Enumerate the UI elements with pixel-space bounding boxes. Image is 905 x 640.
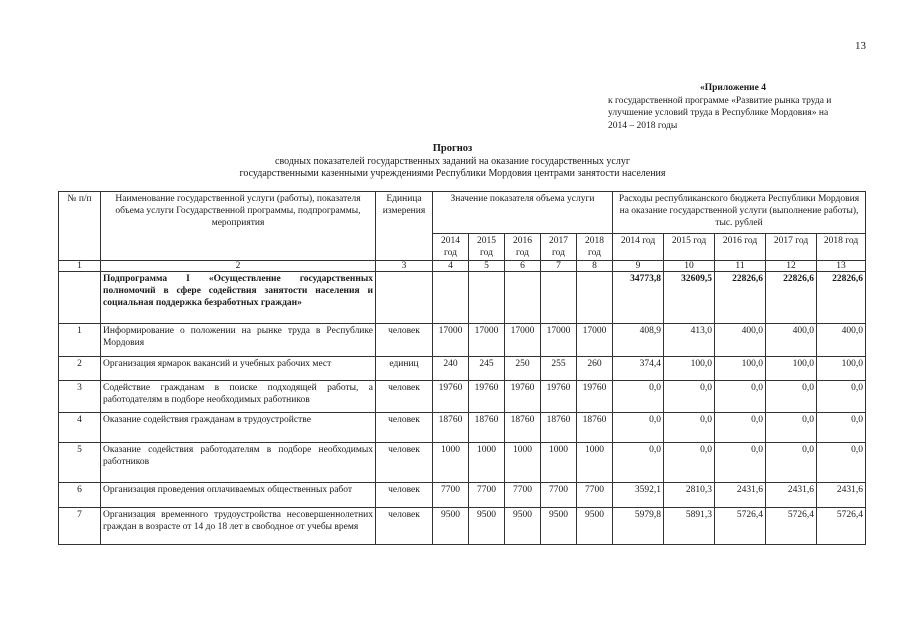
value-cell: 1000 (577, 443, 613, 483)
service-name: Оказание содействия работодателям в подборе необходимых работников (101, 443, 376, 483)
value-cell: 9500 (541, 508, 577, 545)
expense-cell: 0,0 (817, 413, 866, 443)
value-cell: 17000 (541, 324, 577, 357)
service-name: Организация временного трудоустройства несовершеннолетних граждан в возрасте от 14 до 18 лет в свободное от учебы время (101, 508, 376, 545)
column-number: 3 (376, 261, 433, 272)
column-number: 7 (541, 261, 577, 272)
expense-cell: 0,0 (664, 413, 715, 443)
expense-cell: 22826,6 (766, 272, 817, 324)
value-cell: 9500 (505, 508, 541, 545)
header-values: Значение показателя объема услуги (433, 192, 613, 234)
table-row (59, 443, 866, 483)
unit-cell: человек (376, 413, 433, 443)
table-row (59, 324, 866, 357)
unit-cell: единиц (376, 357, 433, 381)
expense-cell: 0,0 (613, 381, 664, 413)
value-cell: 18760 (433, 413, 469, 443)
unit-cell: человек (376, 483, 433, 508)
document-subtitle: государственными казенными учреждениями Республики Мордовия центрами занятости населения (239, 168, 666, 179)
value-cell: 19760 (541, 381, 577, 413)
value-cell: 1000 (469, 443, 505, 483)
expense-year: 2017 год (766, 234, 817, 261)
expense-cell: 0,0 (766, 413, 817, 443)
column-number: 4 (433, 261, 469, 272)
header-expenses: Расходы республиканского бюджета Республики Мордовия на оказание государственной услуги (выполнение работы), тыс. рублей (613, 192, 866, 234)
expense-cell: 400,0 (817, 324, 866, 357)
expense-cell: 5726,4 (766, 508, 817, 545)
expense-cell: 400,0 (715, 324, 766, 357)
value-cell: 7700 (469, 483, 505, 508)
value-cell: 17000 (577, 324, 613, 357)
expense-cell: 2431,6 (817, 483, 866, 508)
column-numbers-row (59, 261, 866, 272)
expense-cell: 5979,8 (613, 508, 664, 545)
table-row (59, 413, 866, 443)
value-cell: 7700 (433, 483, 469, 508)
expense-cell: 100,0 (817, 357, 866, 381)
service-name: Оказание содействия гражданам в трудоустройстве (101, 413, 376, 443)
row-number: 4 (59, 413, 101, 443)
service-name: Организация проведения оплачиваемых общественных работ (101, 483, 376, 508)
expense-cell: 0,0 (817, 443, 866, 483)
appendix-line: 2014 – 2018 годы (608, 120, 678, 131)
unit-cell: человек (376, 443, 433, 483)
column-number: 9 (613, 261, 664, 272)
value-cell: 9500 (433, 508, 469, 545)
row-number: 6 (59, 483, 101, 508)
appendix-heading: «Приложение 4 (699, 83, 766, 93)
value-cell: 17000 (469, 324, 505, 357)
value-cell: 1000 (505, 443, 541, 483)
value-cell: 7700 (541, 483, 577, 508)
appendix-line: к государственной программе «Развитие рынка труда и (608, 95, 832, 106)
header-name: Наименование государственной услуги (работы), показателя объема услуги Государственной программы, подпрограммы, мероприятия (101, 192, 376, 261)
value-cell: 18760 (505, 413, 541, 443)
value-cell: 260 (577, 357, 613, 381)
table-row (59, 381, 866, 413)
value-year: 2014 год (433, 234, 469, 261)
value-cell: 18760 (541, 413, 577, 443)
header-row (59, 192, 866, 234)
expense-cell: 0,0 (715, 413, 766, 443)
expense-cell: 400,0 (766, 324, 817, 357)
header-unit: Единица измерения (376, 192, 433, 261)
appendix-note (608, 82, 858, 132)
column-number: 11 (715, 261, 766, 272)
table-row (59, 483, 866, 508)
forecast-table (58, 191, 866, 545)
expense-cell: 32609,5 (664, 272, 715, 324)
expense-cell: 0,0 (766, 381, 817, 413)
column-number: 5 (469, 261, 505, 272)
expense-cell: 100,0 (766, 357, 817, 381)
expense-year: 2015 год (664, 234, 715, 261)
expense-cell: 2810,3 (664, 483, 715, 508)
expense-cell: 100,0 (664, 357, 715, 381)
value-cell: 17000 (433, 324, 469, 357)
unit-cell: человек (376, 508, 433, 545)
expense-cell: 22826,6 (817, 272, 866, 324)
expense-year: 2016 год (715, 234, 766, 261)
expense-year: 2014 год (613, 234, 664, 261)
expense-cell: 0,0 (817, 381, 866, 413)
subprogram-row (59, 272, 866, 324)
expense-cell: 5891,3 (664, 508, 715, 545)
column-number: 10 (664, 261, 715, 272)
expense-cell: 100,0 (715, 357, 766, 381)
service-name: Информирование о положении на рынке труда в Республике Мордовия (101, 324, 376, 357)
column-number: 8 (577, 261, 613, 272)
value-cell: 9500 (577, 508, 613, 545)
expense-year: 2018 год (817, 234, 866, 261)
expense-cell: 0,0 (613, 413, 664, 443)
column-number: 13 (817, 261, 866, 272)
column-number: 1 (59, 261, 101, 272)
value-cell: 7700 (505, 483, 541, 508)
expense-cell: 5726,4 (715, 508, 766, 545)
document-subtitle: сводных показателей государственных заданий на оказание государственных услуг (275, 156, 630, 167)
row-number: 1 (59, 324, 101, 357)
header-num: № п/п (59, 192, 101, 261)
expense-cell: 0,0 (613, 443, 664, 483)
value-cell: 19760 (505, 381, 541, 413)
expense-cell: 0,0 (766, 443, 817, 483)
value-cell: 240 (433, 357, 469, 381)
value-year: 2015 год (469, 234, 505, 261)
expense-cell: 374,4 (613, 357, 664, 381)
value-cell: 250 (505, 357, 541, 381)
expense-cell: 0,0 (715, 443, 766, 483)
value-year: 2018 год (577, 234, 613, 261)
value-cell: 18760 (469, 413, 505, 443)
value-cell: 18760 (577, 413, 613, 443)
value-cell: 1000 (433, 443, 469, 483)
expense-cell: 5726,4 (817, 508, 866, 545)
expense-cell: 22826,6 (715, 272, 766, 324)
value-cell: 17000 (505, 324, 541, 357)
expense-cell: 0,0 (715, 381, 766, 413)
column-number: 12 (766, 261, 817, 272)
expense-cell: 3592,1 (613, 483, 664, 508)
value-cell: 9500 (469, 508, 505, 545)
row-number: 7 (59, 508, 101, 545)
expense-cell: 0,0 (664, 381, 715, 413)
service-name: Организация ярмарок вакансий и учебных рабочих мест (101, 357, 376, 381)
table-row (59, 508, 866, 545)
expense-cell: 413,0 (664, 324, 715, 357)
unit-cell: человек (376, 381, 433, 413)
row-number: 2 (59, 357, 101, 381)
value-cell: 19760 (469, 381, 505, 413)
column-number: 6 (505, 261, 541, 272)
column-number: 2 (101, 261, 376, 272)
value-cell: 7700 (577, 483, 613, 508)
expense-cell: 408,9 (613, 324, 664, 357)
value-cell: 19760 (433, 381, 469, 413)
service-name: Содействие гражданам в поиске подходящей работы, а работодателям в подборе необходимых работников (101, 381, 376, 413)
value-year: 2017 год (541, 234, 577, 261)
expense-cell: 2431,6 (715, 483, 766, 508)
table-row (59, 357, 866, 381)
unit-cell: человек (376, 324, 433, 357)
document-title: Прогноз (432, 143, 473, 154)
value-cell: 245 (469, 357, 505, 381)
appendix-line: улучшение условий труда в Республике Мордовия» на (608, 108, 829, 118)
value-cell: 1000 (541, 443, 577, 483)
expense-cell: 0,0 (664, 443, 715, 483)
value-cell: 19760 (577, 381, 613, 413)
row-number: 5 (59, 443, 101, 483)
row-number: 3 (59, 381, 101, 413)
expense-cell: 34773,8 (613, 272, 664, 324)
subprogram-name: Подпрограмма I «Осуществление государственных полномочий в сфере содействия занятости населения и социальная поддержка безработных граждан» (101, 272, 376, 324)
value-year: 2016 год (505, 234, 541, 261)
value-cell: 255 (541, 357, 577, 381)
page-number: 13 (855, 40, 866, 52)
expense-cell: 2431,6 (766, 483, 817, 508)
